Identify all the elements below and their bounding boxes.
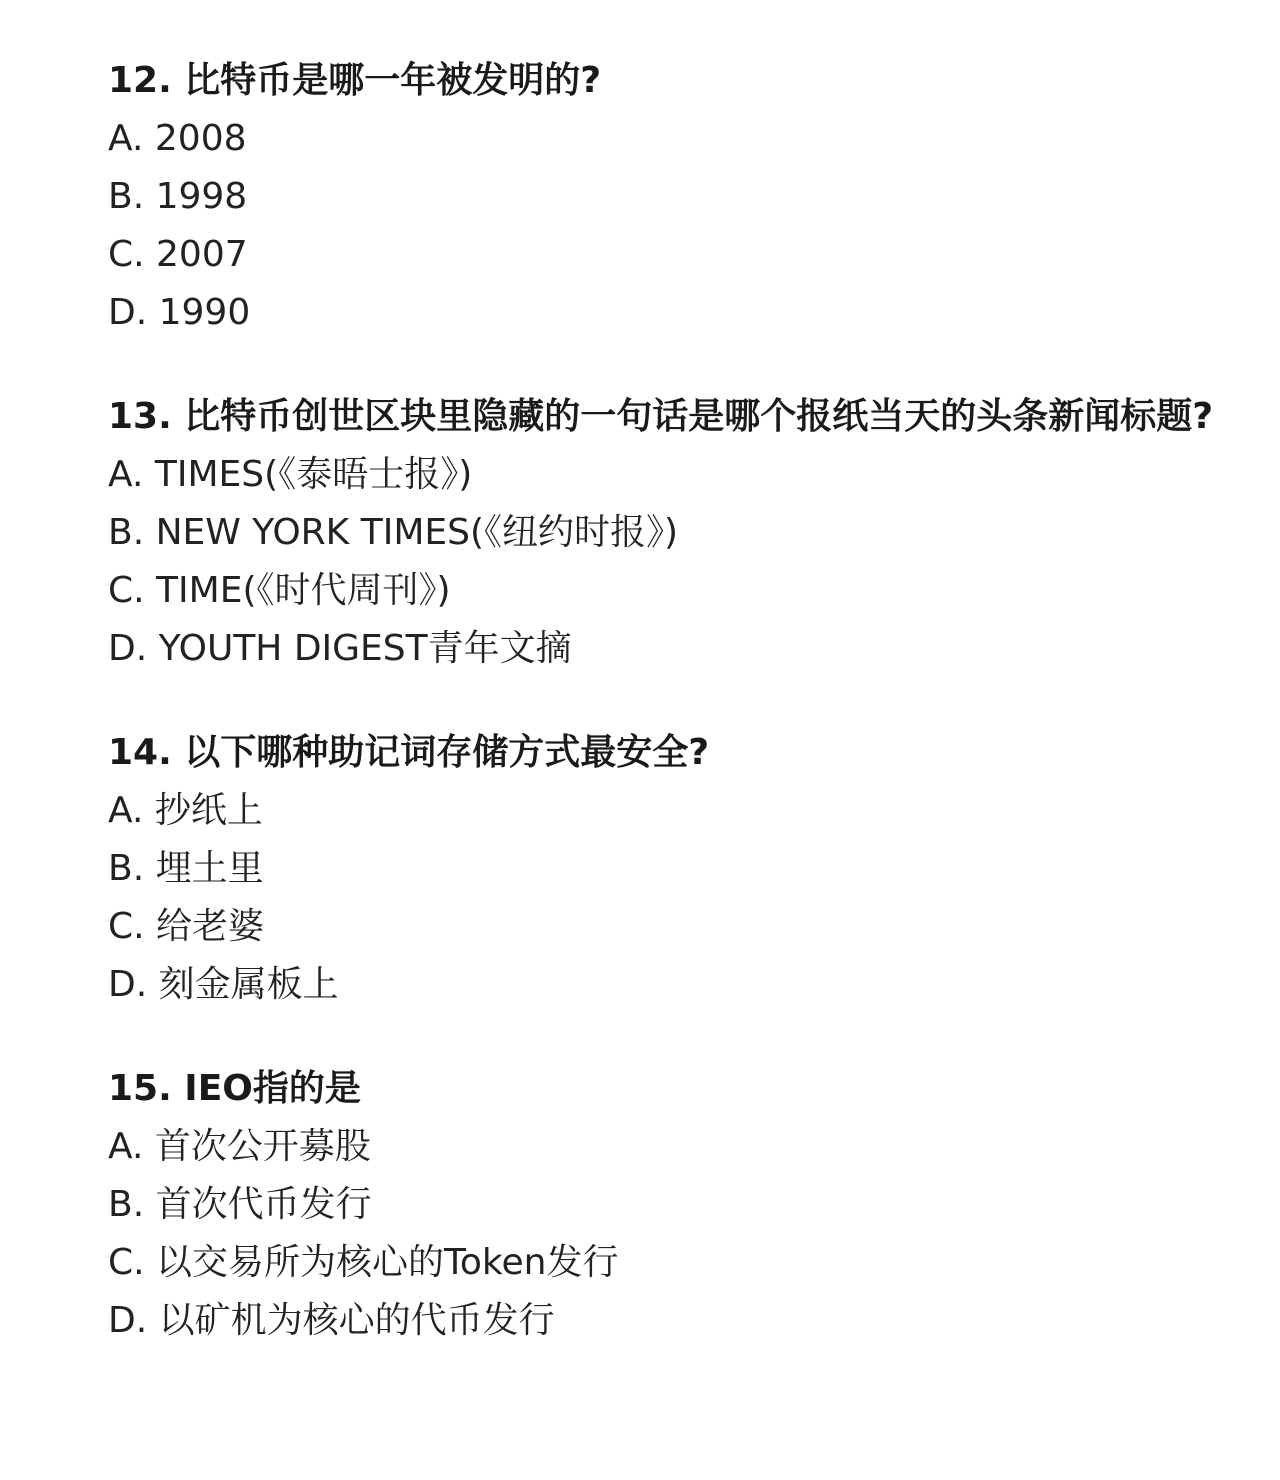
option-c: C. 给老婆 bbox=[108, 906, 265, 947]
option-a: A. 首次公开募股 bbox=[108, 1126, 371, 1167]
question-13 bbox=[108, 388, 1218, 678]
option-b: B. 1998 bbox=[108, 176, 248, 217]
quiz-document bbox=[108, 52, 1218, 1396]
question-title: 12. 比特币是哪一年被发明的? bbox=[108, 60, 602, 101]
question-15 bbox=[108, 1060, 1218, 1350]
question-12 bbox=[108, 52, 1218, 342]
option-b: B. 埋土里 bbox=[108, 848, 264, 889]
option-a: A. TIMES(《泰晤士报》) bbox=[108, 454, 473, 495]
option-a: A. 2008 bbox=[108, 118, 247, 159]
option-b: B. NEW YORK TIMES(《纽约时报》) bbox=[108, 512, 679, 553]
option-b: B. 首次代币发行 bbox=[108, 1184, 372, 1225]
question-14 bbox=[108, 724, 1218, 1014]
question-title: 13. 比特币创世区块里隐藏的一句话是哪个报纸当天的头条新闻标题? bbox=[108, 396, 1214, 437]
question-title: 15. IEO指的是 bbox=[108, 1068, 361, 1109]
option-c: C. 2007 bbox=[108, 234, 248, 275]
question-title: 14. 以下哪种助记词存储方式最安全? bbox=[108, 732, 710, 773]
option-d: D. YOUTH DIGEST青年文摘 bbox=[108, 628, 572, 669]
option-d: D. 1990 bbox=[108, 292, 251, 333]
option-d: D. 刻金属板上 bbox=[108, 964, 339, 1005]
option-d: D. 以矿机为核心的代币发行 bbox=[108, 1300, 555, 1341]
option-c: C. 以交易所为核心的Token发行 bbox=[108, 1242, 619, 1283]
option-a: A. 抄纸上 bbox=[108, 790, 263, 831]
option-c: C. TIME(《时代周刊》) bbox=[108, 570, 451, 611]
